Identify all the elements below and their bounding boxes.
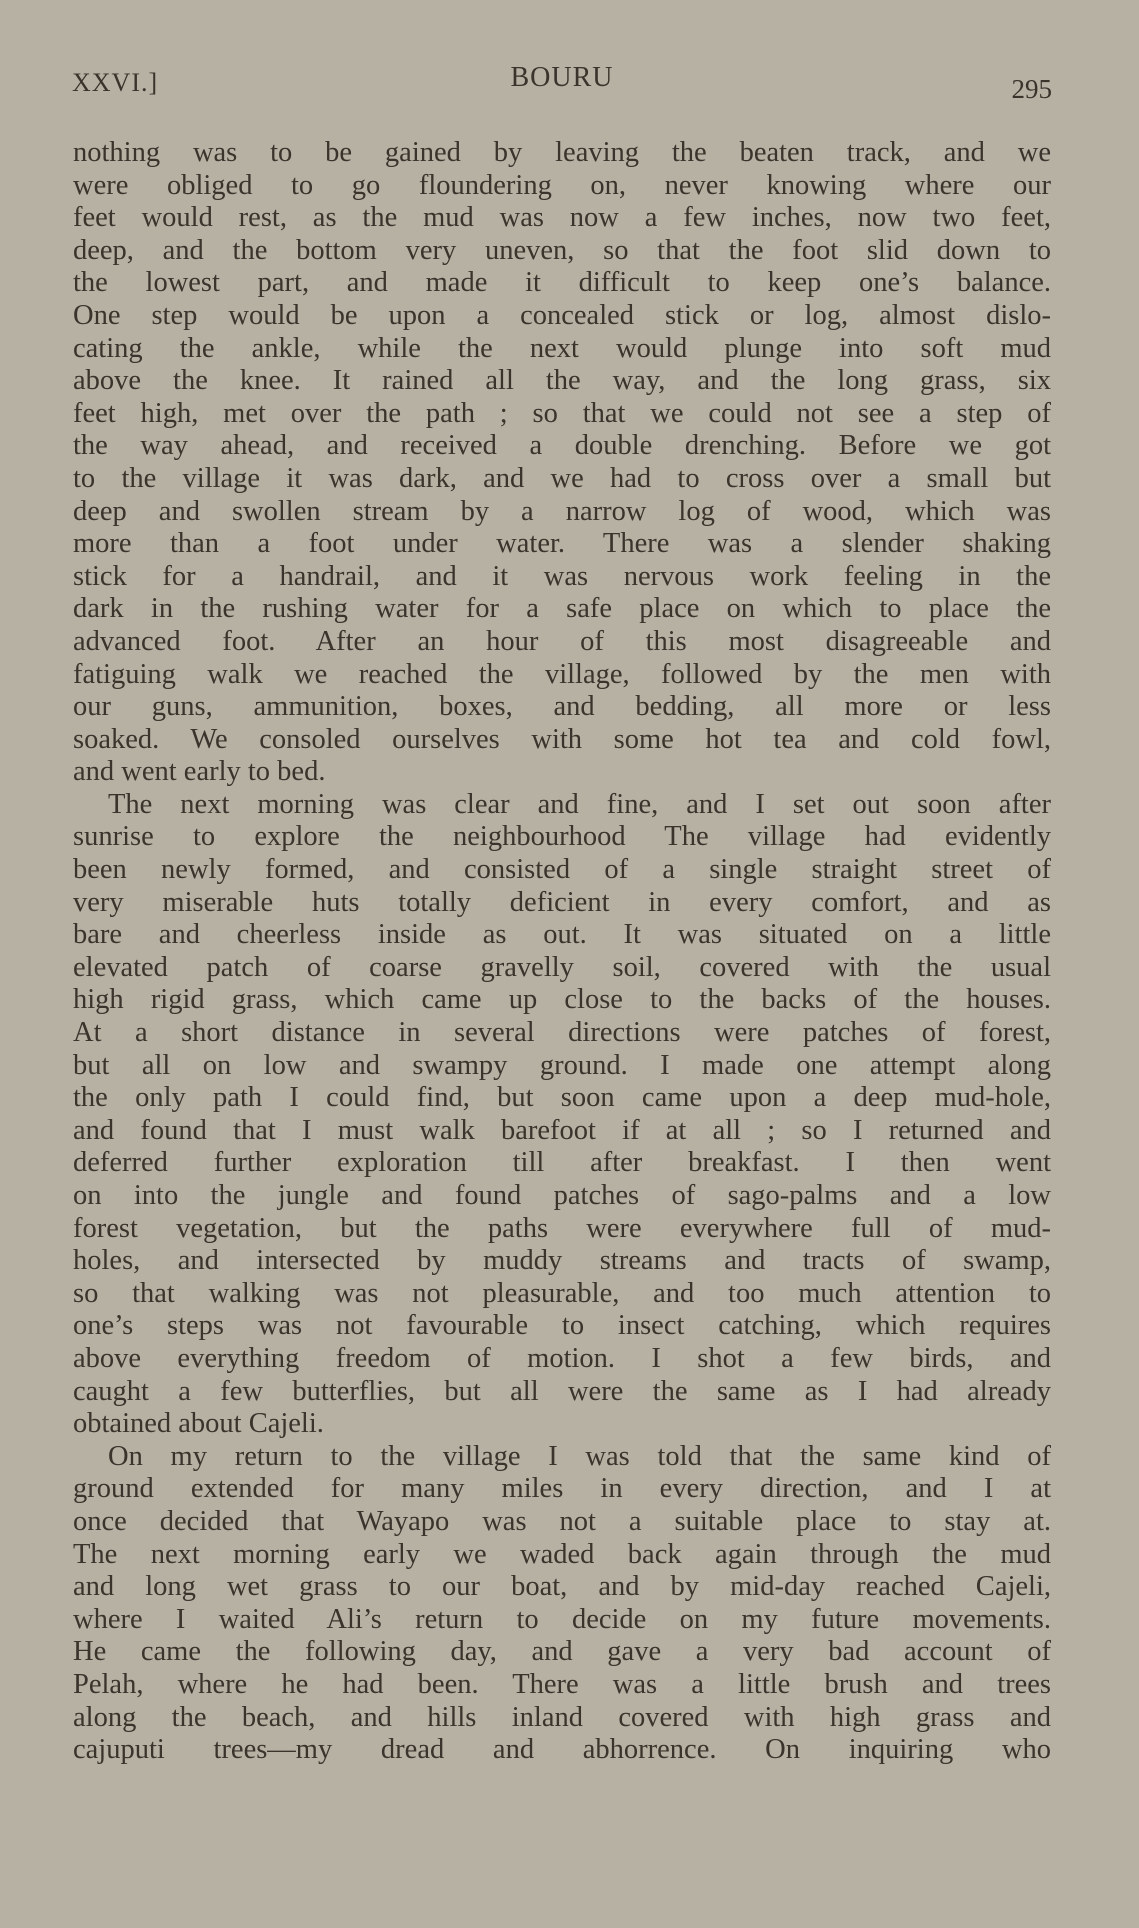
- text-line: our guns, ammunition, boxes, and bedding, all more or less: [73, 691, 1051, 723]
- text-line: were obliged to go floundering on, never knowing where our: [73, 169, 1051, 201]
- text-line: and long wet grass to our boat, and by mid-day reached Cajeli,: [73, 1571, 1051, 1603]
- text-line: feet would rest, as the mud was now a few inches, now two feet,: [73, 202, 1051, 234]
- paragraph-first-line: On my return to the village I was told that the same kind of: [108, 1440, 1051, 1472]
- text-line: above the knee. It rained all the way, and the long grass, six: [73, 365, 1051, 397]
- text-line: bare and cheerless inside as out. It was situated on a little: [73, 919, 1051, 951]
- page-number: 295: [1011, 74, 1052, 104]
- text-line: advanced foot. After an hour of this most disagreeable and: [73, 625, 1051, 657]
- text-line: but all on low and swampy ground. I made one attempt along: [73, 1049, 1051, 1081]
- text-line: elevated patch of coarse gravelly soil, covered with the usual: [73, 951, 1051, 983]
- text-line: cating the ankle, while the next would plunge into soft mud: [73, 332, 1051, 364]
- text-line: once decided that Wayapo was not a suitable place to stay at.: [73, 1505, 1051, 1537]
- text-line: deferred further exploration till after breakfast. I then went: [73, 1147, 1051, 1179]
- text-line: been newly formed, and consisted of a single straight street of: [73, 854, 1051, 886]
- text-line: above everything freedom of motion. I shot a few birds, and: [73, 1342, 1051, 1374]
- text-line: soaked. We consoled ourselves with some hot tea and cold fowl,: [73, 723, 1051, 755]
- text-line: feet high, met over the path ; so that we could not see a step of: [73, 397, 1051, 429]
- text-line: along the beach, and hills inland covered with high grass and: [73, 1701, 1051, 1733]
- text-line: dark in the rushing water for a safe place on which to place the: [73, 593, 1051, 625]
- text-line: the only path I could find, but soon came upon a deep mud-hole,: [73, 1082, 1051, 1114]
- text-line: where I waited Ali’s return to decide on my future movements.: [73, 1603, 1051, 1635]
- text-line: sunrise to explore the neighbourhood The village had evidently: [73, 821, 1051, 853]
- text-line: fatiguing walk we reached the village, followed by the men with: [73, 658, 1051, 690]
- text-line: nothing was to be gained by leaving the beaten track, and we: [73, 137, 1051, 168]
- text-line: ground extended for many miles in every direction, and I at: [73, 1473, 1051, 1505]
- body-text: [73, 137, 1051, 1767]
- text-line: Pelah, where he had been. There was a little brush and trees: [73, 1668, 1051, 1700]
- text-line: At a short distance in several directions were patches of forest,: [73, 1017, 1051, 1049]
- text-line: and went early to bed.: [73, 756, 326, 788]
- text-line: deep, and the bottom very uneven, so that the foot slid down to: [73, 234, 1051, 266]
- text-line: the lowest part, and made it difficult to keep one’s balance.: [73, 267, 1051, 299]
- running-header: [72, 62, 1052, 102]
- text-line: more than a foot under water. There was a slender shaking: [73, 528, 1051, 560]
- text-line: and found that I must walk barefoot if at all ; so I returned and: [73, 1114, 1051, 1146]
- running-title: BOURU: [510, 62, 614, 93]
- text-line: high rigid grass, which came up close to the backs of the houses.: [73, 984, 1051, 1016]
- text-line: caught a few butterflies, but all were the same as I had already: [73, 1375, 1051, 1407]
- text-line: forest vegetation, but the paths were everywhere full of mud-: [73, 1212, 1051, 1244]
- text-line: very miserable huts totally deficient in every comfort, and as: [73, 886, 1051, 918]
- text-line: stick for a handrail, and it was nervous work feeling in the: [73, 560, 1051, 592]
- paragraph-first-line: The next morning was clear and fine, and I set out soon after: [108, 788, 1051, 820]
- text-line: cajuputi trees—my dread and abhorrence. On inquiring who: [73, 1734, 1051, 1766]
- text-line: the way ahead, and received a double drenching. Before we got: [73, 430, 1051, 462]
- chapter-number: XXVI.]: [72, 68, 159, 97]
- text-line: He came the following day, and gave a very bad account of: [73, 1636, 1051, 1668]
- text-line: on into the jungle and found patches of sago-palms and a low: [73, 1180, 1051, 1211]
- text-line: One step would be upon a concealed stick or log, almost dislo-: [73, 299, 1051, 331]
- text-line: holes, and intersected by muddy streams and tracts of swamp,: [73, 1245, 1051, 1277]
- text-line: one’s steps was not favourable to insect catching, which requires: [73, 1310, 1051, 1342]
- text-line: to the village it was dark, and we had to cross over a small but: [73, 462, 1051, 494]
- text-line: deep and swollen stream by a narrow log of wood, which was: [73, 495, 1051, 527]
- text-line: obtained about Cajeli.: [73, 1408, 324, 1440]
- text-line: so that walking was not pleasurable, and too much attention to: [73, 1277, 1051, 1309]
- text-line: The next morning early we waded back again through the mud: [73, 1538, 1051, 1570]
